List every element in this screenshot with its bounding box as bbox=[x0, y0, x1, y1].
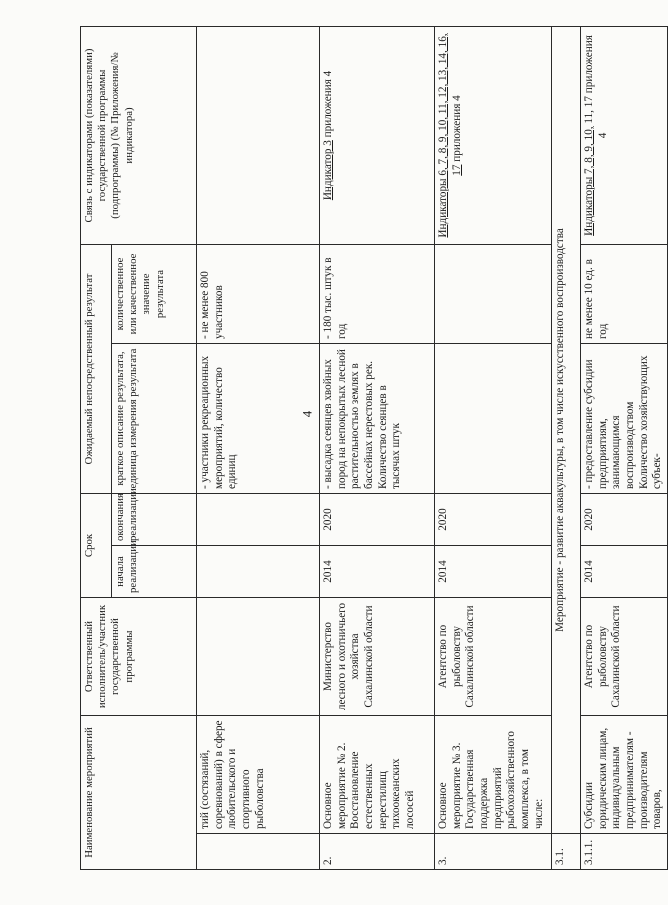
row-start: 2014 bbox=[581, 546, 668, 598]
header-term-end: окончания реализации bbox=[112, 494, 197, 546]
row-name: Основное мероприятие № 3. Государственная поддержка предприятий рыбохозяйственного комплекса, в том числе: bbox=[435, 716, 552, 834]
row-end: 2020 bbox=[581, 494, 668, 546]
row-result-value: не менее 10 ед. в год bbox=[581, 244, 668, 343]
row-indicator-link bbox=[581, 26, 668, 244]
row-responsible: Министерство лесного и охотничьего хозяйства Сахалинской области bbox=[320, 598, 435, 716]
row-start: 2014 bbox=[320, 546, 435, 598]
row-result-value: - не менее 800 участников bbox=[197, 244, 320, 343]
row-number: 3.1.1. bbox=[581, 834, 668, 870]
page-number: 4 bbox=[299, 410, 315, 418]
row-name: Основное мероприятие № 2. Восстановление естественных нерестилищ тихоокеанских лососей bbox=[320, 716, 435, 834]
indicator-link[interactable]: Индикаторы 6, 7, 8, 9, 10, 11, 12, 13, 14, 16, 17 bbox=[437, 33, 463, 238]
rotated-table-frame bbox=[80, 27, 664, 870]
subsection-row bbox=[552, 26, 581, 869]
table-row bbox=[435, 26, 552, 869]
row-responsible bbox=[197, 598, 320, 716]
row-result-desc: - высадка сеянцев хвойных пород на непокрытых лесной растительностью землях в бассейнах нерестовых рек. Количество сеянцев в тысячах штук bbox=[320, 344, 435, 494]
row-name: Субсидии юридическим лицам, индивидуальным предпринимателям - производителям товаров, bbox=[581, 716, 668, 834]
header-term: Срок bbox=[81, 494, 112, 598]
header-expected-desc: краткое описание результата, единица измерения результата bbox=[112, 344, 197, 494]
row-indicator-link bbox=[320, 26, 435, 244]
row-end: 2020 bbox=[435, 494, 552, 546]
row-start: 2014 bbox=[435, 546, 552, 598]
subsection-number: 3.1. bbox=[552, 834, 581, 870]
measures-table bbox=[80, 26, 668, 870]
table-row bbox=[197, 26, 320, 869]
header-expected: Ожидаемый непосредственный результат bbox=[81, 244, 112, 493]
indicator-link-suffix: 11, 17 приложения 4 bbox=[583, 35, 609, 139]
row-start bbox=[197, 546, 320, 598]
row-result-value: - 180 тыс. штук в год bbox=[320, 244, 435, 343]
row-number: 3. bbox=[435, 834, 552, 870]
row-result-value bbox=[435, 244, 552, 343]
row-end bbox=[197, 494, 320, 546]
row-result-desc: - участники рекреационных мероприятий, количество единиц bbox=[197, 344, 320, 494]
header-row-top bbox=[81, 26, 112, 869]
header-name: Наименование мероприятий bbox=[81, 716, 197, 870]
header-term-start: начала реализации bbox=[112, 546, 197, 598]
row-result-desc bbox=[435, 344, 552, 494]
header-expected-value: количественное или качественное значение результата bbox=[112, 244, 197, 343]
row-responsible: Агентство по рыболовству Сахалинской области bbox=[435, 598, 552, 716]
row-responsible: Агентство по рыболовству Сахалинской области bbox=[581, 598, 668, 716]
header-responsible: Ответственный исполнитель/участник государственной программы bbox=[81, 598, 197, 716]
indicator-link-suffix: приложения 4 bbox=[450, 95, 463, 165]
row-name: тий (состязаний, соревнований) в сфере любительского и спортивного рыболовства bbox=[197, 716, 320, 834]
row-end: 2020 bbox=[320, 494, 435, 546]
row-result-desc: - предоставление субсидии предприятиям, занимающимся воспроизводством Количество хозяйствующих субъек- bbox=[581, 344, 668, 494]
indicator-link-suffix: приложения 4 bbox=[322, 70, 334, 141]
row-number bbox=[197, 834, 320, 870]
table-row bbox=[320, 26, 435, 869]
row-indicator-link bbox=[197, 26, 320, 244]
header-link: Связь с индикаторами (показателями) государственной программы (подпрограммы) (№ Приложения/№ индикатора) bbox=[81, 26, 197, 244]
row-number: 2. bbox=[320, 834, 435, 870]
indicator-link[interactable]: Индикаторы 7, 8, 9, 10, bbox=[583, 126, 595, 236]
row-indicator-link bbox=[435, 26, 552, 244]
table-row bbox=[581, 26, 668, 869]
indicator-link[interactable]: Индикатор 3 bbox=[322, 140, 334, 201]
subsection-title: Мероприятие - развитие аквакультуры, в том числе искусственного воспроизводства bbox=[552, 26, 581, 833]
